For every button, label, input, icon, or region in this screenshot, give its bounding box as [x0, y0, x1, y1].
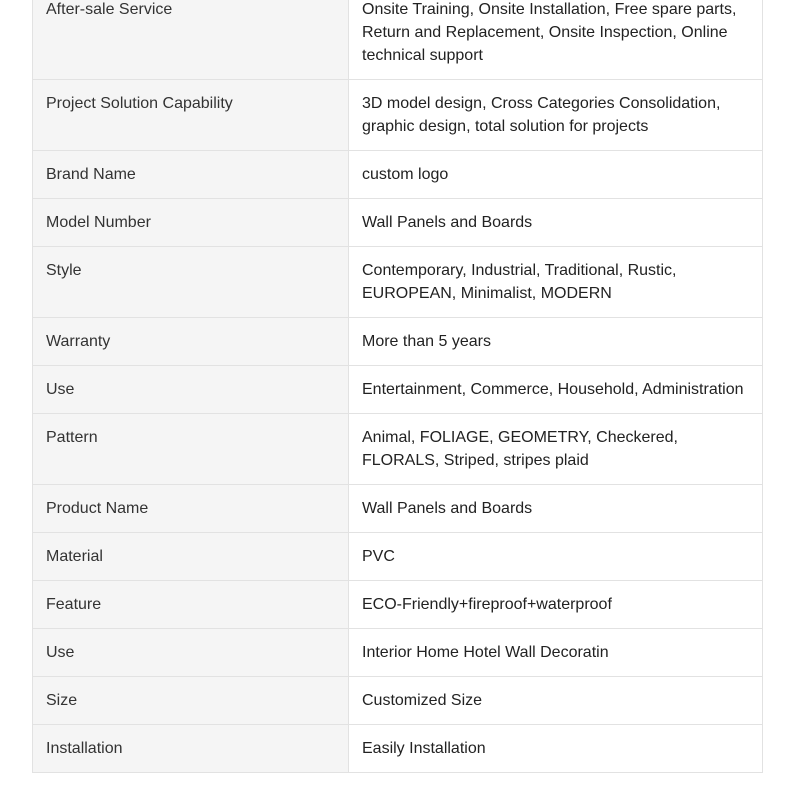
- spec-label: Style: [33, 247, 349, 318]
- table-row: [33, 533, 763, 581]
- spec-label: Brand Name: [33, 151, 349, 199]
- spec-label: Size: [33, 677, 349, 725]
- spec-value: ECO-Friendly+fireproof+waterproof: [349, 581, 763, 629]
- spec-value: More than 5 years: [349, 318, 763, 366]
- spec-value: Easily Installation: [349, 725, 763, 773]
- spec-label: Model Number: [33, 199, 349, 247]
- spec-value: Wall Panels and Boards: [349, 485, 763, 533]
- spec-label: Use: [33, 629, 349, 677]
- spec-value: Contemporary, Industrial, Traditional, Rustic, EUROPEAN, Minimalist, MODERN: [349, 247, 763, 318]
- spec-label: Material: [33, 533, 349, 581]
- spec-value: Onsite Training, Onsite Installation, Free spare parts, Return and Replacement, Onsite Inspection, Online technical support: [349, 0, 763, 80]
- spec-label: Warranty: [33, 318, 349, 366]
- spec-label: Pattern: [33, 414, 349, 485]
- spec-value: Animal, FOLIAGE, GEOMETRY, Checkered, FLORALS, Striped, stripes plaid: [349, 414, 763, 485]
- table-row: [33, 199, 763, 247]
- table-row: [33, 247, 763, 318]
- product-spec-section: [32, 0, 762, 773]
- table-row: [33, 0, 763, 80]
- spec-value: Wall Panels and Boards: [349, 199, 763, 247]
- spec-value: Interior Home Hotel Wall Decoratin: [349, 629, 763, 677]
- spec-label: After-sale Service: [33, 0, 349, 80]
- spec-value: Customized Size: [349, 677, 763, 725]
- spec-value: PVC: [349, 533, 763, 581]
- table-row: [33, 581, 763, 629]
- table-row: [33, 725, 763, 773]
- table-row: [33, 629, 763, 677]
- spec-value: 3D model design, Cross Categories Consolidation, graphic design, total solution for projects: [349, 80, 763, 151]
- spec-label: Use: [33, 366, 349, 414]
- spec-value: custom logo: [349, 151, 763, 199]
- table-row: [33, 151, 763, 199]
- spec-label: Product Name: [33, 485, 349, 533]
- spec-label: Feature: [33, 581, 349, 629]
- table-row: [33, 485, 763, 533]
- spec-label: Project Solution Capability: [33, 80, 349, 151]
- table-row: [33, 318, 763, 366]
- table-row: [33, 414, 763, 485]
- table-row: [33, 677, 763, 725]
- table-row: [33, 366, 763, 414]
- spec-value: Entertainment, Commerce, Household, Administration: [349, 366, 763, 414]
- spec-label: Installation: [33, 725, 349, 773]
- table-row: [33, 80, 763, 151]
- product-spec-table: [32, 0, 763, 773]
